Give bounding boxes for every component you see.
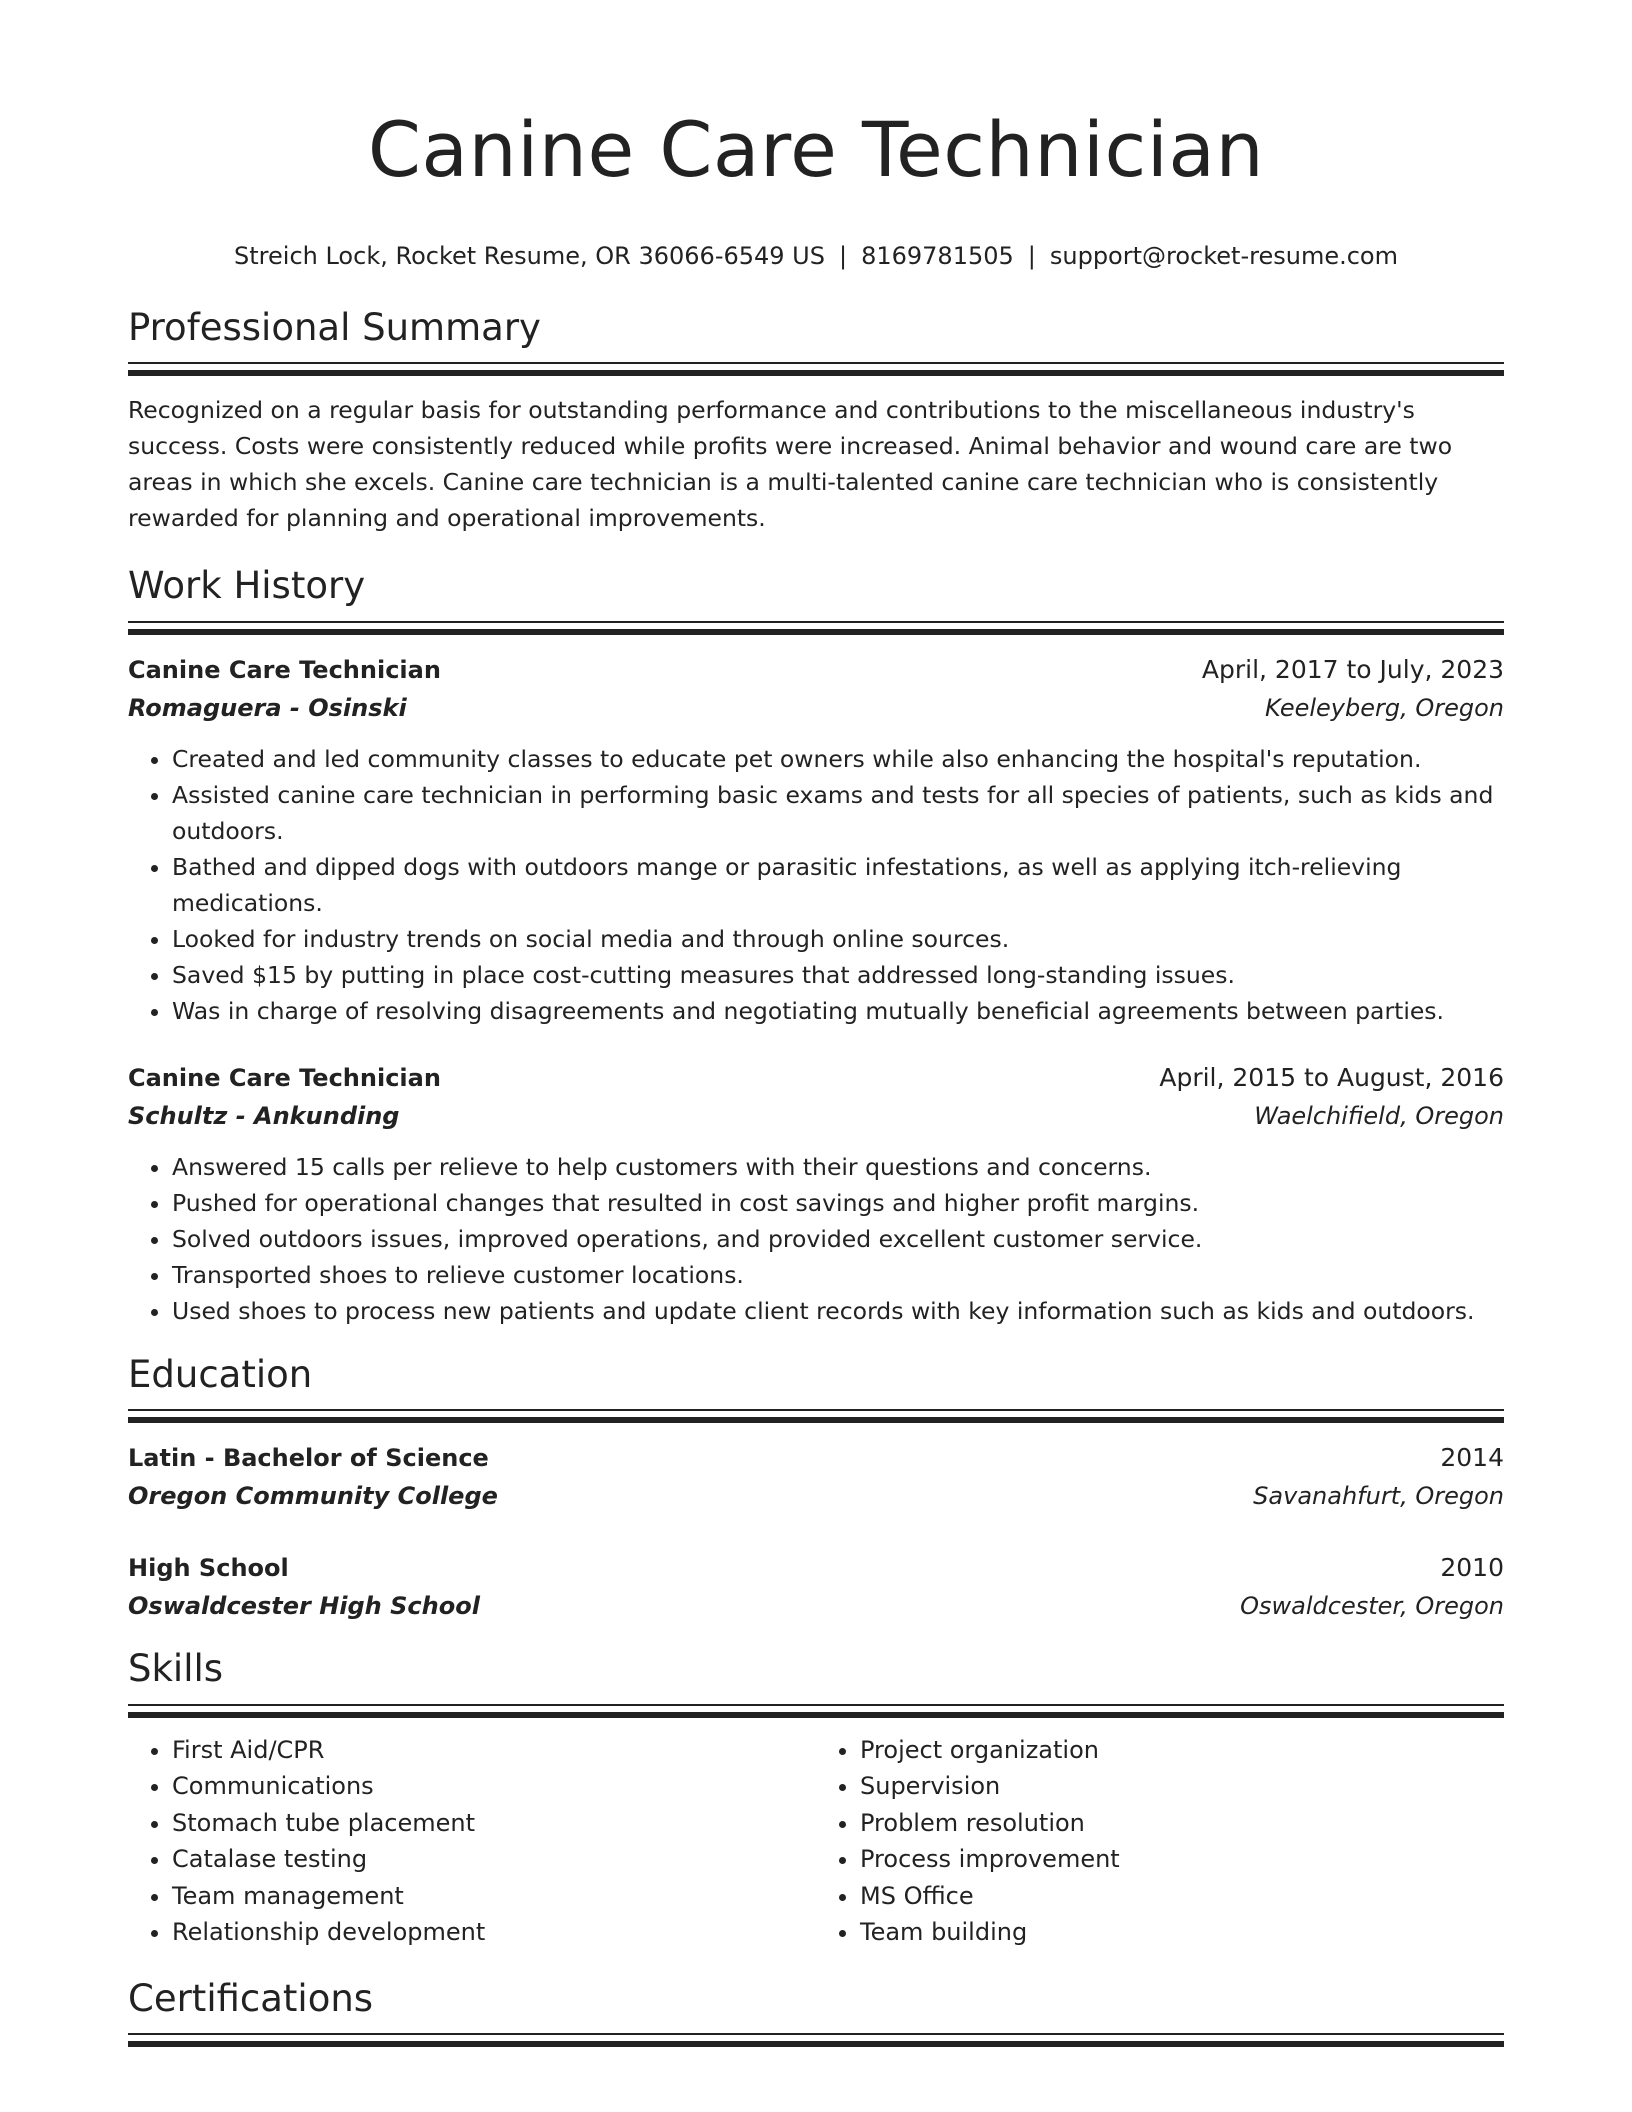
job-bullet: • Answered 15 calls per relieve to help customers with their questions and concerns. [172, 1149, 1504, 1185]
education-entry [128, 1439, 1504, 1515]
job-bullet: • Pushed for operational changes that resulted in cost savings and higher profit margins. [172, 1185, 1504, 1221]
section-divider [128, 2033, 1504, 2047]
job-bullet: • Assisted canine care technician in performing basic exams and tests for all species of patients, such as kids and outdoors. [172, 777, 1504, 849]
education-year: 2010 [1440, 1553, 1504, 1583]
job-title: Canine Care Technician [128, 1063, 441, 1092]
section-divider [128, 1409, 1504, 1423]
education-school: Oswaldcester High School [128, 1592, 480, 1621]
skill-item: • Problem resolution [860, 1805, 1504, 1842]
skill-item: • Process improvement [860, 1841, 1504, 1878]
skill-item: • Communications [172, 1768, 816, 1805]
skill-item: • Relationship development [172, 1914, 816, 1951]
skill-item: • Stomach tube placement [172, 1805, 816, 1842]
section-title-certifications: Certifications [128, 1976, 374, 2020]
candidate-name: Canine Care Technician [367, 105, 1265, 194]
section-title-skills: Skills [128, 1647, 224, 1691]
section-divider [128, 621, 1504, 635]
job-title: Canine Care Technician [128, 655, 441, 684]
job-bullet: • Bathed and dipped dogs with outdoors mange or parasitic infestations, as well as applying itch-relieving medications. [172, 849, 1504, 921]
work-history-section [128, 564, 1504, 1328]
education-header-row [128, 1549, 1504, 1587]
skills-section [128, 1647, 1504, 1950]
job-bullets [128, 1149, 1504, 1329]
skill-item: • Project organization [860, 1732, 1504, 1769]
education-school-row [128, 1477, 1504, 1515]
contact-address: Streich Lock, Rocket Resume, OR 36066-6549 US [234, 242, 825, 270]
contact-email: support@rocket-resume.com [1049, 242, 1398, 270]
contact-line [128, 238, 1504, 274]
summary-text: Recognized on a regular basis for outstanding performance and contributions to the miscellaneous industry's success. Costs were consistently reduced while profits were increased. Animal behavior and wound care are two areas in which she excels. Canine care technician is a multi-talented canine care technician who is consistently rewarded for planning and operational improvements. [128, 396, 1453, 533]
skill-item: • First Aid/CPR [172, 1732, 816, 1769]
job-bullet: • Saved $15 by putting in place cost-cutting measures that addressed long-standing issues. [172, 957, 1504, 993]
contact-phone: 8169781505 [861, 242, 1014, 270]
job-bullet: • Solved outdoors issues, improved operations, and provided excellent customer service. [172, 1221, 1504, 1257]
education-school-row [128, 1587, 1504, 1625]
job-location: Keeleyberg, Oregon [1264, 693, 1504, 722]
job-bullet: • Was in charge of resolving disagreements and negotiating mutually beneficial agreements between parties. [172, 993, 1504, 1029]
section-divider [128, 1704, 1504, 1718]
skill-item: • Team management [172, 1878, 816, 1915]
certifications-section [128, 1977, 1504, 2047]
education-degree: Latin - Bachelor of Science [128, 1444, 489, 1473]
job-entry [128, 651, 1504, 1029]
job-company-row [128, 689, 1504, 727]
skill-item: • Supervision [860, 1768, 1504, 1805]
job-header-row [128, 1059, 1504, 1097]
job-company: Schultz - Ankunding [128, 1101, 400, 1130]
job-bullet: • Transported shoes to relieve customer locations. [172, 1257, 1504, 1293]
job-dates: April, 2015 to August, 2016 [1159, 1062, 1504, 1092]
education-degree: High School [128, 1554, 289, 1583]
job-bullet: • Created and led community classes to educate pet owners while also enhancing the hospital's reputation. [172, 741, 1504, 777]
job-dates: April, 2017 to July, 2023 [1201, 654, 1504, 684]
skills-list-right [816, 1732, 1504, 1951]
job-bullet: • Looked for industry trends on social media and through online sources. [172, 921, 1504, 957]
job-company-row [128, 1097, 1504, 1135]
job-entry [128, 1059, 1504, 1329]
contact-separator: | [838, 242, 848, 270]
job-bullets [128, 741, 1504, 1029]
skills-columns [128, 1732, 1504, 1951]
education-year: 2014 [1440, 1443, 1504, 1473]
section-title-work-history: Work History [128, 564, 366, 608]
section-title-education: Education [128, 1352, 313, 1396]
skill-item: • MS Office [860, 1878, 1504, 1915]
education-entry [128, 1549, 1504, 1625]
skill-item: • Team building [860, 1914, 1504, 1951]
job-header-row [128, 651, 1504, 689]
education-school: Oregon Community College [128, 1482, 498, 1511]
job-company: Romaguera - Osinski [128, 693, 407, 722]
contact-separator: | [1027, 242, 1036, 270]
skills-list-left [128, 1732, 816, 1951]
job-bullet: • Used shoes to process new patients and update client records with key information such as kids and outdoors. [172, 1293, 1504, 1329]
skill-item: • Catalase testing [172, 1841, 816, 1878]
education-header-row [128, 1439, 1504, 1477]
section-divider [128, 362, 1504, 376]
education-location: Savanahfurt, Oregon [1253, 1482, 1504, 1511]
education-section [128, 1353, 1504, 1625]
section-title-summary: Professional Summary [128, 306, 541, 349]
summary-section [128, 306, 1504, 536]
job-location: Waelchifield, Oregon [1254, 1101, 1504, 1130]
education-location: Oswaldcester, Oregon [1240, 1592, 1504, 1621]
